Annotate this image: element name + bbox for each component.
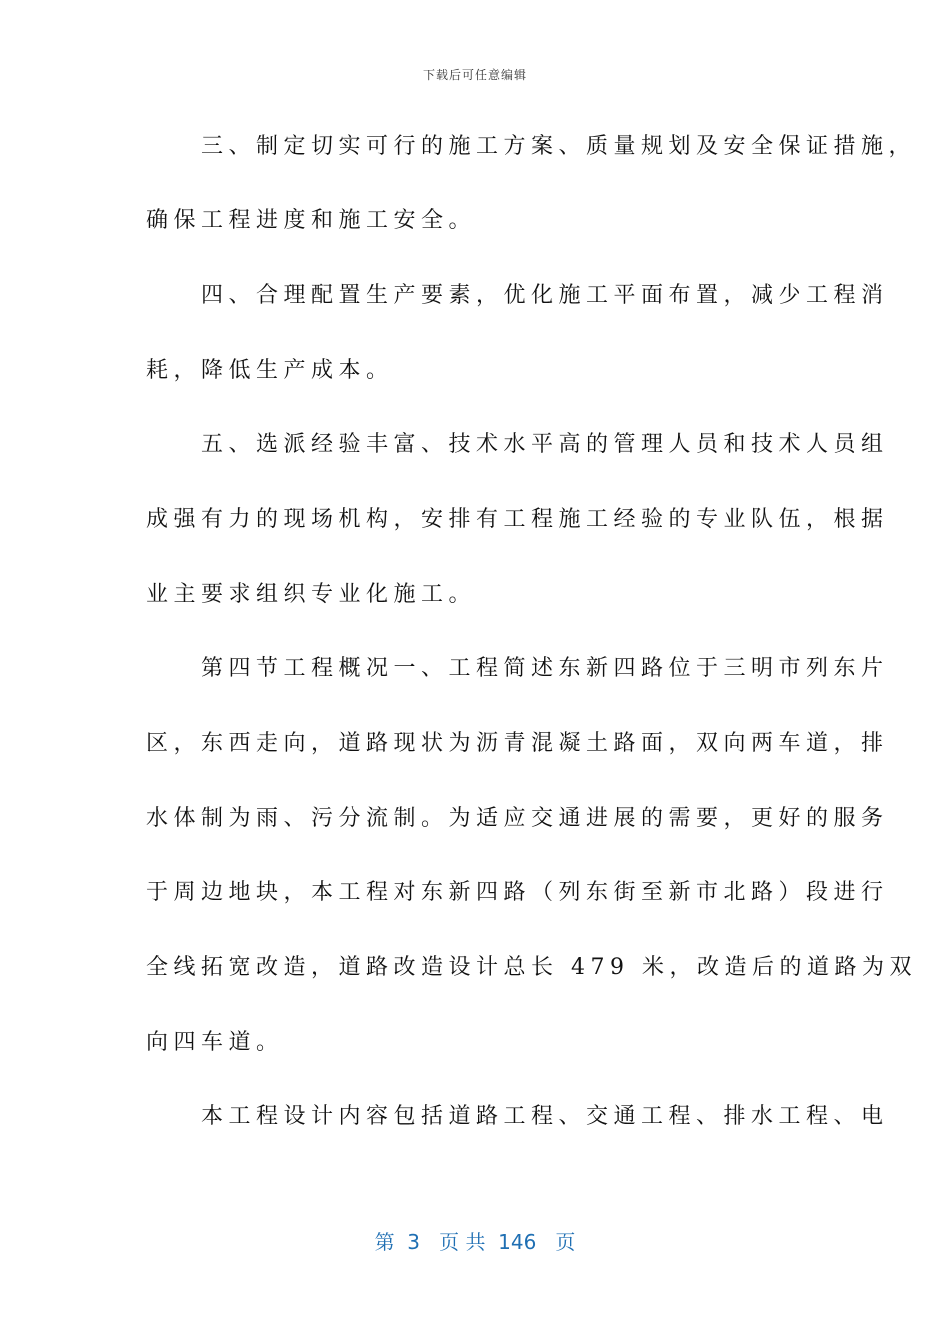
page-number-footer: 第 3 页 共 146 页 xyxy=(374,1230,576,1254)
body-line: 向四车道。 xyxy=(146,1030,284,1055)
body-line: 成强有力的现场机构，安排有工程施工经验的专业队伍，根据 xyxy=(146,507,889,532)
page-header: 下载后可任意编辑 xyxy=(422,68,527,82)
body-line: 区，东西走向，道路现状为沥青混凝土路面，双向两车道，排 xyxy=(146,731,889,756)
body-line: 全线拓宽改造，道路改造设计总长 479 米，改造后的道路为双 xyxy=(146,955,917,980)
body-line: 确保工程进度和施工安全。 xyxy=(146,208,477,233)
body-line: 水体制为雨、污分流制。为适应交通进展的需要，更好的服务 xyxy=(146,806,889,831)
body-line: 第四节工程概况一、工程简述东新四路位于三明市列东片 xyxy=(146,656,889,681)
body-line: 本工程设计内容包括道路工程、交通工程、排水工程、电 xyxy=(146,1104,889,1129)
body-line: 四、合理配置生产要素，优化施工平面布置，减少工程消 xyxy=(146,283,889,308)
body-line: 三、制定切实可行的施工方案、质量规划及安全保证措施， xyxy=(146,134,917,159)
body-line: 五、选派经验丰富、技术水平高的管理人员和技术人员组 xyxy=(146,432,889,457)
body-line: 业主要求组织专业化施工。 xyxy=(146,582,477,607)
body-line: 于周边地块，本工程对东新四路（列东街至新市北路）段进行 xyxy=(146,880,889,905)
body-line: 耗，降低生产成本。 xyxy=(146,358,394,383)
